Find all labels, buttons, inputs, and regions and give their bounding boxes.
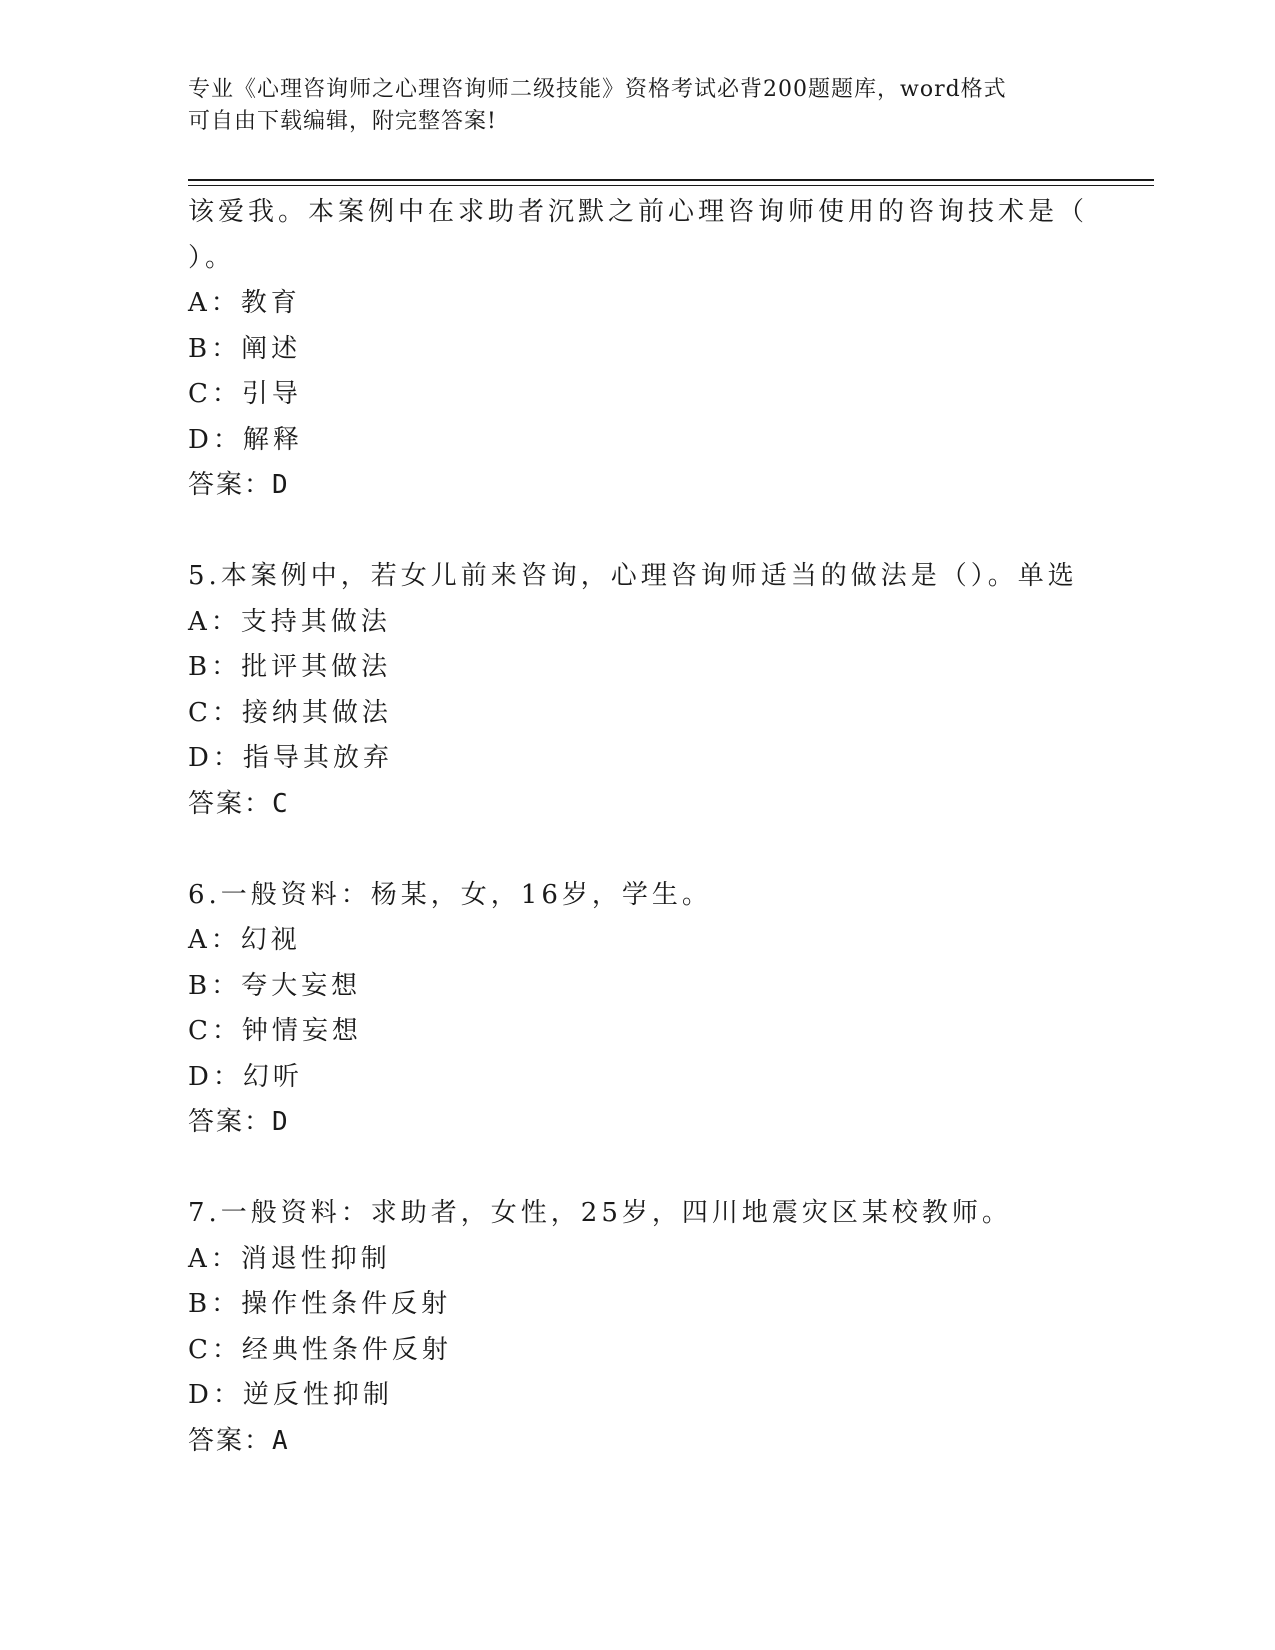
header-title-line-1: 专业《心理咨询师之心理咨询师二级技能》资格考试必背200题题库，word格式	[188, 77, 1007, 102]
question-spacer	[188, 1146, 1154, 1192]
question-stem-line: 该爱我。本案例中在求助者沉默之前心理咨询师使用的咨询技术是（	[188, 197, 1089, 227]
option-a: A：幻视	[188, 925, 301, 955]
answer-value: D	[272, 470, 290, 500]
question-stem-line: 7.一般资料：求助者，女性，25岁，四川地震灾区某校教师。	[188, 1198, 1012, 1228]
answer-line	[188, 782, 1154, 828]
answer-value: D	[272, 1107, 290, 1137]
option-c: C：经典性条件反射	[188, 1334, 452, 1365]
answer-label: 答案：	[188, 788, 273, 819]
question-stem-line: ）。	[188, 242, 236, 273]
answer-value: A	[272, 1425, 290, 1456]
option-b: B：批评其做法	[188, 652, 392, 682]
header-divider-thin	[188, 185, 1154, 186]
option-b: B：夸大妄想	[188, 970, 362, 1001]
option-d: D：幻听	[188, 1061, 303, 1092]
answer-label: 答案：	[188, 1107, 273, 1137]
option-a: A：消退性抑制	[188, 1243, 391, 1274]
option-d: D：指导其放弃	[188, 743, 393, 773]
option-c: C：引导	[188, 379, 302, 409]
document-header	[188, 74, 1088, 138]
question-item	[188, 873, 1154, 1146]
option-b: B：阐述	[188, 333, 302, 364]
question-stem-line: 5.本案例中，若女儿前来咨询，心理咨询师适当的做法是（）。单选	[188, 561, 1078, 591]
header-divider-thick	[188, 179, 1154, 181]
question-list	[188, 190, 1154, 1464]
option-a: A：支持其做法	[188, 606, 391, 637]
option-b: B：操作性条件反射	[188, 1289, 452, 1319]
answer-line	[188, 1419, 1154, 1465]
option-a: A：教育	[188, 288, 301, 318]
option-d: D：逆反性抑制	[188, 1380, 393, 1410]
option-d: D：解释	[188, 424, 303, 455]
option-c: C：接纳其做法	[188, 697, 392, 728]
option-c: C：钟情妄想	[188, 1016, 362, 1046]
question-spacer	[188, 827, 1154, 873]
answer-label: 答案：	[188, 470, 273, 500]
question-item	[188, 190, 1154, 509]
answer-line	[188, 1100, 1154, 1146]
answer-line	[188, 463, 1154, 509]
question-spacer	[188, 509, 1154, 555]
answer-value: C	[272, 788, 290, 819]
question-stem-line: 6.一般资料：杨某，女，16岁，学生。	[188, 879, 712, 910]
question-item	[188, 554, 1154, 827]
answer-label: 答案：	[188, 1425, 273, 1456]
header-title-line-2: 可自由下载编辑，附完整答案!	[188, 109, 497, 134]
question-item	[188, 1191, 1154, 1464]
